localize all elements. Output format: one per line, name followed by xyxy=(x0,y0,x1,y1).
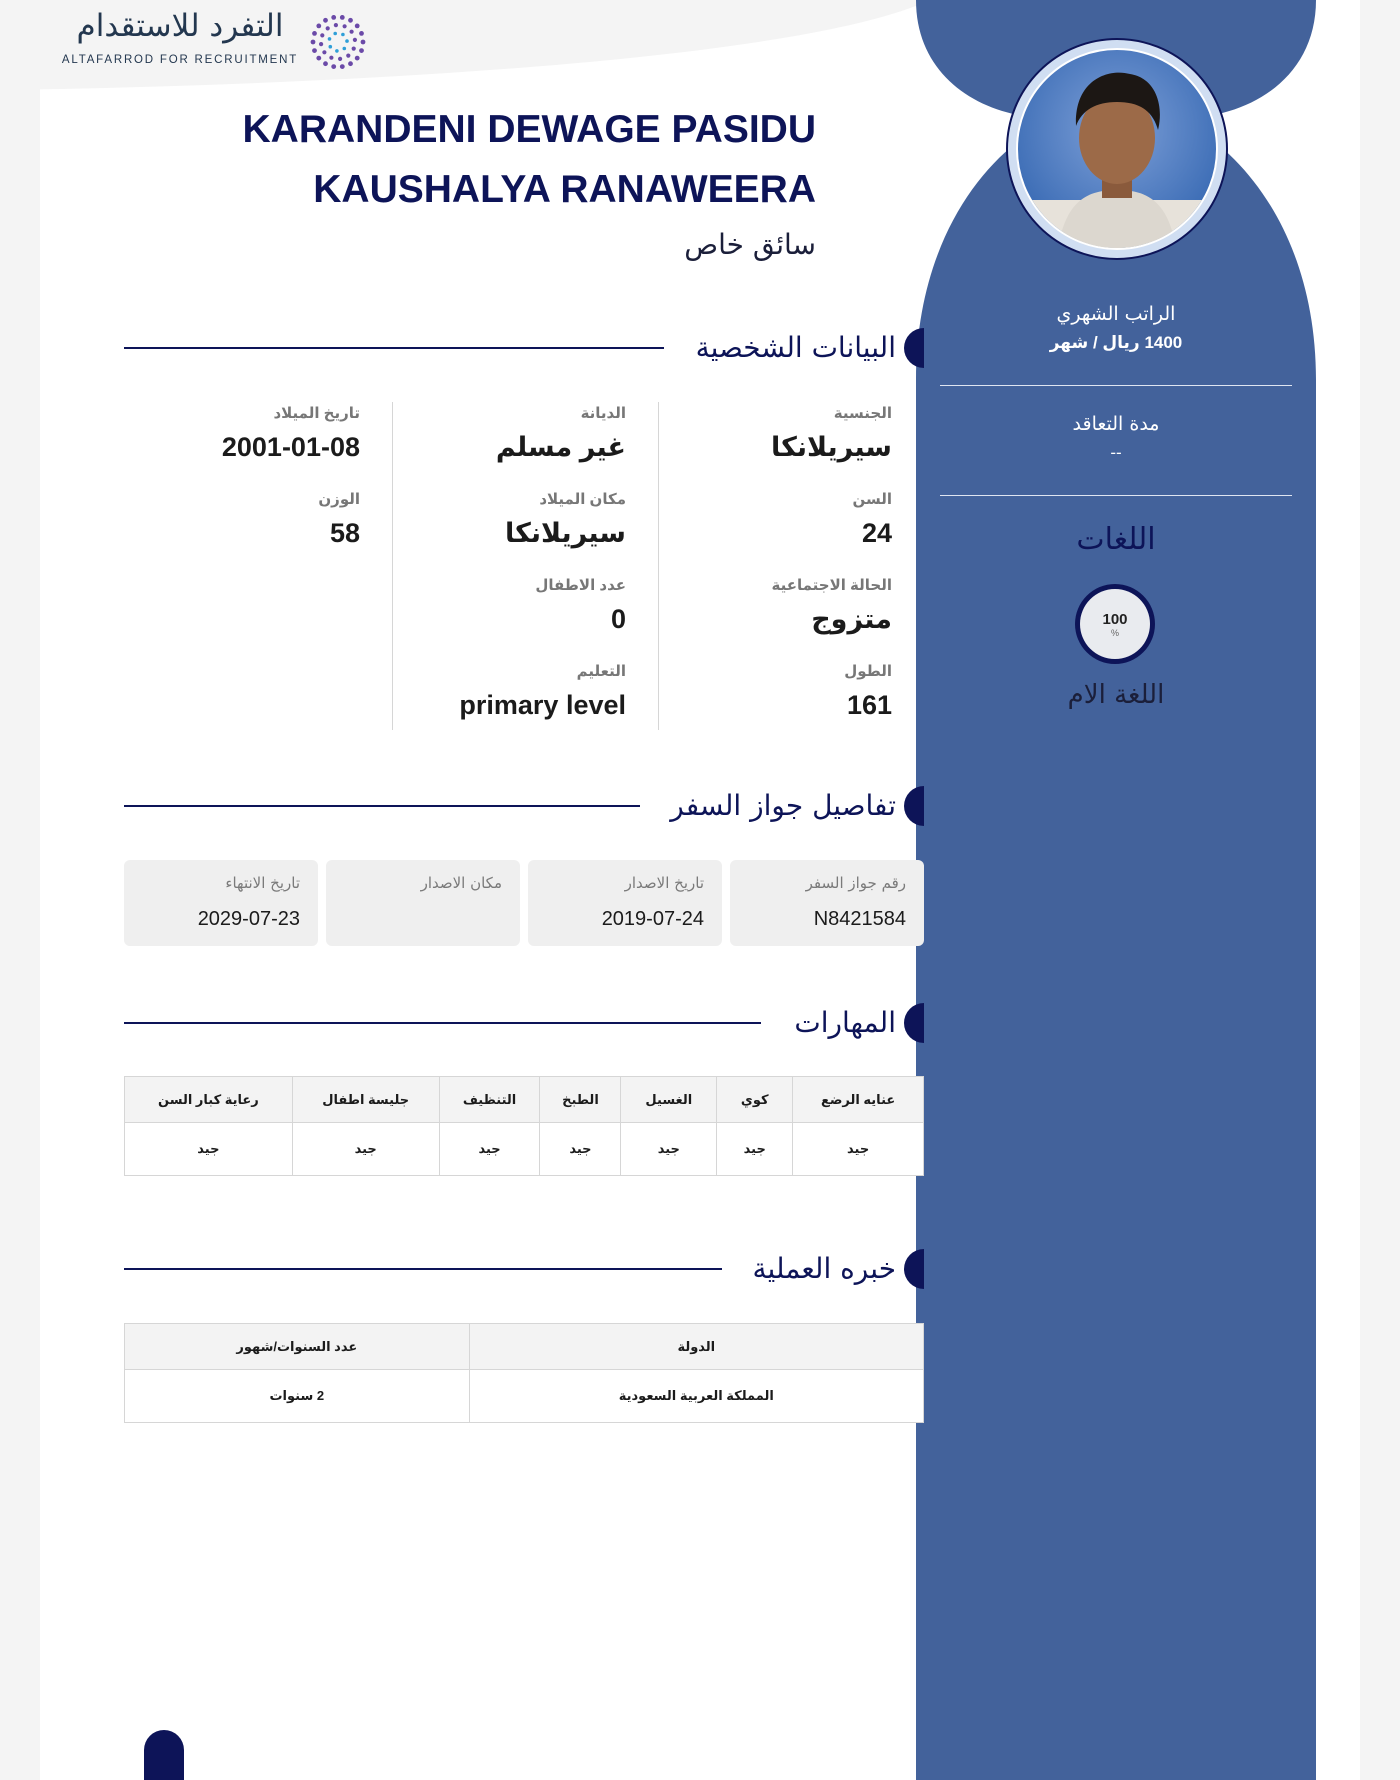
languages-title: اللغات xyxy=(1076,522,1156,557)
page-footer-marker xyxy=(144,1730,184,1780)
table-row xyxy=(125,1370,924,1423)
salary-block xyxy=(940,303,1292,353)
field-age xyxy=(692,490,892,549)
experience-table xyxy=(124,1323,924,1423)
table-header-cell: الطبخ xyxy=(540,1077,621,1123)
logo-dot xyxy=(352,47,356,51)
field-birthplace xyxy=(426,490,626,549)
field-value: متزوج xyxy=(811,604,892,634)
section-rule xyxy=(124,805,640,807)
passport-label: تاريخ الاصدار xyxy=(624,874,704,892)
logo-dot xyxy=(320,33,324,37)
table-cell: جيد xyxy=(621,1123,717,1176)
logo-dot xyxy=(359,48,364,53)
logo-dot xyxy=(353,38,357,42)
column-divider xyxy=(658,402,659,730)
field-education xyxy=(426,662,626,721)
field-label: الحالة الاجتماعية xyxy=(771,577,892,594)
skills-table xyxy=(124,1076,924,1176)
section-experience xyxy=(124,1247,924,1291)
sidebar-background xyxy=(916,0,1316,1780)
field-marital-status xyxy=(692,576,892,635)
field-label: الوزن xyxy=(318,491,360,508)
name-line-2: KAUSHALYA RANAWEERA xyxy=(313,168,816,211)
logo-dot xyxy=(312,48,317,53)
table-cell: 2 سنوات xyxy=(125,1370,470,1423)
table-header-cell: عنايه الرضع xyxy=(793,1077,924,1123)
section-skills xyxy=(124,1001,924,1045)
candidate-name xyxy=(176,100,816,220)
table-cell: جيد xyxy=(540,1123,621,1176)
field-value: primary level xyxy=(459,690,626,720)
logo-dot xyxy=(331,15,336,20)
field-children xyxy=(426,576,626,635)
field-value: سيريلانكا xyxy=(771,432,892,462)
table-header-cell: الدولة xyxy=(469,1324,923,1370)
section-title: البيانات الشخصية xyxy=(695,331,896,364)
logo-dot xyxy=(335,49,339,53)
contract-label: مدة التعاقد xyxy=(1072,413,1160,435)
logo-dot xyxy=(331,64,336,69)
logo-dot xyxy=(323,61,328,66)
logo-dot xyxy=(361,40,366,45)
table-header-cell: كوي xyxy=(717,1077,793,1123)
field-label: الجنسية xyxy=(833,405,892,422)
field-label: الديانة xyxy=(580,405,626,422)
cv-page xyxy=(40,0,1360,1780)
logo-dots-icon xyxy=(310,14,366,70)
language-progress-center xyxy=(1080,589,1150,659)
passport-label: تاريخ الانتهاء xyxy=(225,874,300,892)
salary-label: الراتب الشهري xyxy=(1056,303,1176,325)
logo-dot xyxy=(319,42,323,46)
field-label: التعليم xyxy=(576,663,626,680)
section-marker xyxy=(904,1003,924,1043)
logo-dot xyxy=(328,37,332,41)
logo-dot xyxy=(348,18,353,23)
table-cell: جيد xyxy=(717,1123,793,1176)
table-cell: جيد xyxy=(125,1123,293,1176)
table-header-row xyxy=(125,1324,924,1370)
logo-dot xyxy=(340,15,345,20)
field-value: 161 xyxy=(846,690,892,720)
logo-dot xyxy=(312,31,317,36)
logo-dot xyxy=(329,56,333,60)
field-label: الطول xyxy=(844,663,892,680)
logo-dot xyxy=(322,50,326,54)
table-header-cell: عدد السنوات/شهور xyxy=(125,1324,470,1370)
section-rule xyxy=(124,347,664,349)
table-cell: جيد xyxy=(439,1123,540,1176)
logo-dot xyxy=(338,57,342,61)
field-label: السن xyxy=(852,491,892,508)
field-value: 2001-01-08 xyxy=(221,432,360,462)
logo-dot xyxy=(333,32,337,36)
logo-dot xyxy=(350,30,354,34)
field-value: سيريلانكا xyxy=(505,518,626,548)
passport-value: 2029-07-23 xyxy=(197,908,300,930)
field-height xyxy=(692,662,892,721)
sidebar-divider xyxy=(940,495,1292,496)
logo-dot xyxy=(323,18,328,23)
name-line-1: KARANDENI DEWAGE PASIDU xyxy=(242,108,816,151)
section-title: تفاصيل جواز السفر xyxy=(670,789,896,822)
section-passport xyxy=(124,784,924,828)
company-logo xyxy=(60,8,390,74)
section-marker xyxy=(904,328,924,368)
language-percent: 100 xyxy=(1102,611,1128,628)
section-marker xyxy=(904,1249,924,1289)
field-label: عدد الاطفال xyxy=(535,577,626,594)
field-nationality xyxy=(692,404,892,463)
field-label: مكان الميلاد xyxy=(539,491,626,508)
logo-dot xyxy=(346,54,350,58)
logo-dot xyxy=(345,39,349,43)
logo-dot xyxy=(326,26,330,30)
logo-dot xyxy=(316,24,321,29)
field-value: 58 xyxy=(329,518,360,548)
section-rule xyxy=(124,1022,761,1024)
field-value: 0 xyxy=(610,604,626,634)
table-row xyxy=(125,1123,924,1176)
logo-dot xyxy=(316,56,321,61)
section-title: المهارات xyxy=(794,1006,896,1039)
table-header-cell: التنظيف xyxy=(439,1077,540,1123)
logo-dot xyxy=(355,56,360,61)
logo-english-text: ALTAFARROD FOR RECRUITMENT xyxy=(61,54,299,66)
field-birthdate xyxy=(160,404,360,463)
logo-dot xyxy=(359,31,364,36)
person-silhouette-icon xyxy=(1018,50,1216,248)
field-value: 24 xyxy=(861,518,892,548)
table-header-row xyxy=(125,1077,924,1123)
salary-value: 1400 ريال / شهر xyxy=(1049,333,1183,352)
passport-label: مكان الاصدار xyxy=(420,874,502,892)
field-weight xyxy=(160,490,360,549)
field-label: تاريخ الميلاد xyxy=(273,405,360,422)
contract-block xyxy=(940,413,1292,463)
table-cell: المملكة العربية السعودية xyxy=(469,1370,923,1423)
language-percent-sign: % xyxy=(1110,628,1119,638)
logo-dot xyxy=(311,40,316,45)
table-header-cell: رعاية كبار السن xyxy=(125,1077,293,1123)
logo-dot xyxy=(355,24,360,29)
contract-value: -- xyxy=(1110,443,1122,462)
logo-dot xyxy=(340,64,345,69)
profile-photo xyxy=(1006,38,1228,260)
passport-label: رقم جواز السفر xyxy=(805,874,906,892)
section-title: خبره العملية xyxy=(752,1252,896,1285)
passport-expiry-box xyxy=(124,860,318,946)
section-rule xyxy=(124,1268,722,1270)
section-personal xyxy=(124,326,924,370)
passport-issue-date-box xyxy=(528,860,722,946)
logo-arabic-text: التفرد للاستقدام xyxy=(76,8,284,44)
language-name: اللغة الام xyxy=(1067,680,1165,710)
language-progress-ring xyxy=(1075,584,1155,664)
logo-dot xyxy=(329,45,333,49)
section-marker xyxy=(904,786,924,826)
field-religion xyxy=(426,404,626,463)
column-divider xyxy=(392,402,393,730)
job-title: سائق خاص xyxy=(684,228,816,261)
passport-value: 2019-07-24 xyxy=(601,908,704,930)
logo-dot xyxy=(348,61,353,66)
table-cell: جيد xyxy=(793,1123,924,1176)
logo-dot xyxy=(343,47,347,51)
logo-dot xyxy=(341,33,345,37)
logo-dot xyxy=(334,23,338,27)
table-header-cell: جليسة اطفال xyxy=(292,1077,439,1123)
table-header-cell: الغسيل xyxy=(621,1077,717,1123)
field-value: غير مسلم xyxy=(495,432,626,462)
table-cell: جيد xyxy=(292,1123,439,1176)
passport-value: N8421584 xyxy=(813,908,906,930)
sidebar-divider xyxy=(940,385,1292,386)
photo-placeholder xyxy=(1016,48,1218,250)
logo-dot xyxy=(343,24,347,28)
passport-issue-place-box xyxy=(326,860,520,946)
passport-number-box xyxy=(730,860,924,946)
